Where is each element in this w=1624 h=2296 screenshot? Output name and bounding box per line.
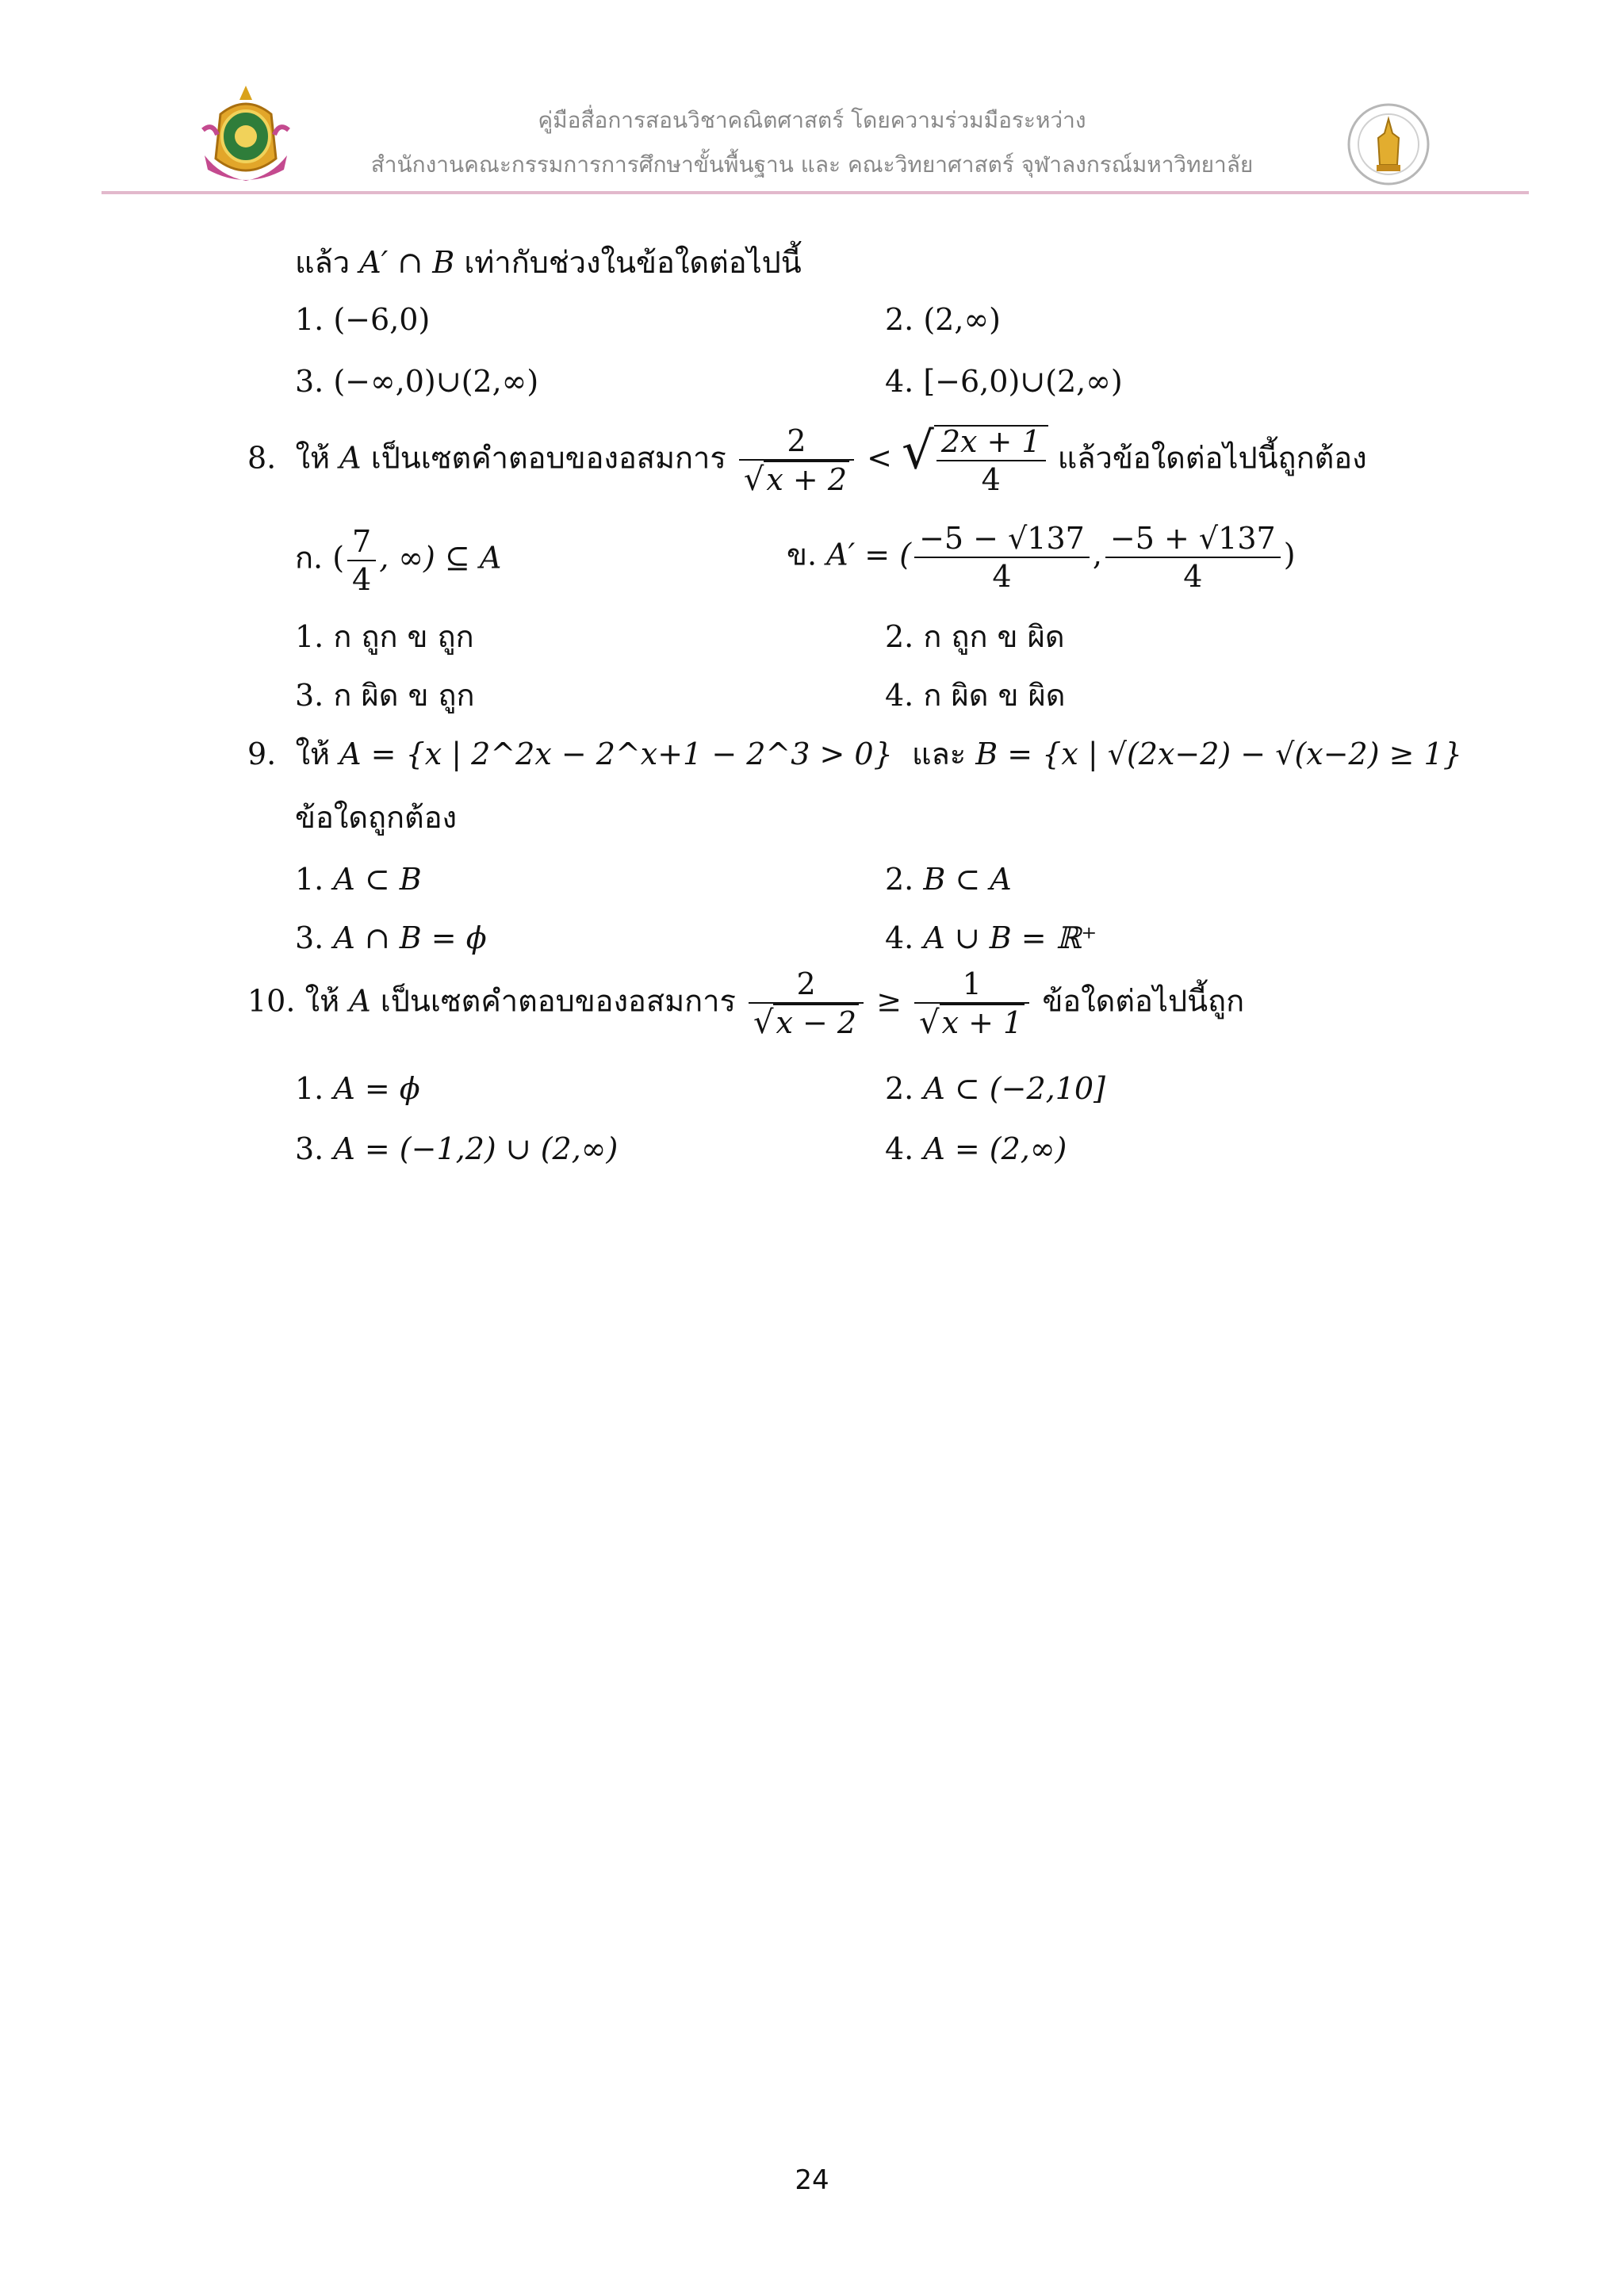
statement-label: ข. [787,537,818,572]
q8-lead: ให้ [295,440,331,476]
q8-rhs-root: √ $\frac{2x + 1}{4}$ [902,425,1048,495]
choice-number: 1. [295,1071,324,1106]
q8-prompt [247,422,1367,498]
q8-statement-b: ข. A′ = ( $\frac{-5 - √137}{4}$ , $\frac{-5 + √137}{4}$ ) [787,521,1296,594]
q9-choice-2[interactable] [885,862,1012,897]
fraction-numerator: 2 [739,426,854,461]
q8-text: เป็นเซตคำตอบของอสมการ [370,440,726,476]
question-number: 9. [247,737,277,771]
header-title: คู่มือสื่อการสอนวิชาคณิตศาสตร์ โดยความร่วมมือระหว่าง [538,107,1086,133]
q8-choice-4[interactable] [885,678,1066,713]
choice-number: 3. [295,920,324,955]
page-number: 24 [795,2164,829,2196]
q7-suffix: เท่ากับช่วงในข้อใดต่อไปนี้ [464,245,802,280]
choice-number: 2. [885,1071,914,1106]
choice-number: 3. [295,364,324,399]
fraction-numerator: 2 [749,969,864,1004]
choice-text: A ⊂ (−2,10] [923,1071,1105,1106]
q9-prompt [247,739,1462,769]
q10-choice-1[interactable] [295,1073,420,1104]
q10-choice-3[interactable] [295,1131,619,1166]
choice-text: A ⊂ B [333,862,422,897]
header-subtitle: สำนักงานคณะกรรมการการศึกษาขั้นพื้นฐาน และ คณะวิทยาศาสตร์ จุฬาลงกรณ์มหาวิทยาลัย [370,151,1254,178]
q10-variable: A [349,983,371,1019]
fraction-denominator: x + 1 [940,1004,1025,1040]
fraction-denominator: 4 [981,462,1001,497]
choice-number: 2. [885,302,914,337]
q8-choice-1[interactable] [295,619,474,654]
choice-text: A = (2,∞) [923,1131,1067,1166]
choice-text: A = (−1,2) ∪ (2,∞) [333,1131,619,1166]
choice-text: [−6,0)∪(2,∞) [923,364,1123,399]
q8-lhs-fraction: $\frac{2}{√x + 2}$ [739,426,854,496]
q10-text: เป็นเซตคำตอบของอสมการ [380,983,736,1019]
q9-question: ข้อใดถูกต้อง [295,800,458,835]
q7-prompt [295,245,802,280]
q10-suffix: ข้อใดต่อไปนี้ถูก [1042,983,1245,1019]
q10-lead: ให้ [304,983,340,1019]
choice-number: 4. [885,364,914,399]
choice-number: 1. [295,302,324,337]
inequality-operator: < [867,440,892,476]
q8-choice-2[interactable] [885,619,1065,654]
question-number: 10. [247,983,296,1019]
fraction-numerator: 1 [914,969,1029,1004]
q9-choice-3[interactable] [295,920,487,955]
fraction-denominator: 4 [352,562,372,597]
page-header [0,0,1624,198]
statement-label: ก. [295,540,324,576]
q7-prefix: แล้ว [295,245,350,280]
q10-prompt [247,966,1245,1041]
choice-text: ก ถูก ข ถูก [333,619,474,654]
choice-number: 2. [885,862,914,897]
q7-choice-1[interactable] [295,304,430,335]
fraction-denominator: x + 2 [764,461,849,497]
q9-choice-4[interactable] [885,920,1097,955]
q8-suffix: แล้วข้อใดต่อไปนี้ถูกต้อง [1057,440,1367,476]
choice-number: 4. [885,1131,914,1166]
q8-variable: A [339,440,362,476]
question-number: 8. [247,440,277,476]
fraction-numerator: 2x + 1 [936,427,1046,461]
statement-a-rest: , ∞) ⊆ A [379,540,502,576]
choice-text: (−6,0) [333,302,431,337]
q7-choice-4[interactable] [885,364,1123,399]
q7-expression: A′ ∩ B [359,245,455,280]
choice-text: ก ผิด ข ผิด [923,678,1066,713]
q9-and: และ [911,737,967,771]
header-divider [102,191,1529,194]
fraction-numerator: 7 [347,526,376,561]
q7-choice-2[interactable] [885,304,1001,335]
q10-lhs-fraction: $\frac{2}{√x - 2}$ [749,969,864,1039]
choice-text: A = ϕ [333,1071,420,1106]
fraction-denominator: x − 2 [773,1004,859,1040]
q7-choice-3[interactable] [295,364,539,399]
q10-choice-4[interactable] [885,1131,1067,1166]
choice-number: 1. [295,619,324,654]
choice-number: 3. [295,1131,324,1166]
choice-text: B ⊂ A [923,862,1012,897]
q10-rhs-fraction: $\frac{1}{√x + 1}$ [914,969,1029,1039]
q8-choice-3[interactable] [295,678,475,713]
q9-set-b: B = {x | √(2x−2) − √(x−2) ≥ 1} [975,737,1462,771]
q8-statement-a: ก. ( $\frac{7}{4}$ , ∞) ⊆ A [295,524,502,597]
q10-choice-2[interactable] [885,1073,1105,1104]
choice-number: 2. [885,619,914,654]
choice-number: 4. [885,920,914,955]
q9-lead: ให้ [295,737,331,771]
choice-number: 4. [885,678,914,713]
fraction-denominator: 4 [992,559,1012,594]
statement-b-lhs: A′ = ( [826,537,912,572]
choice-text: ก ถูก ข ผิด [923,619,1065,654]
choice-number: 3. [295,678,324,713]
choice-text: ก ผิด ข ถูก [333,678,475,713]
chula-science-emblem-icon [1342,101,1435,187]
choice-text: A ∪ B = ℝ⁺ [923,920,1097,955]
fraction-denominator: 4 [1183,559,1203,594]
choice-text: (−∞,0)∪(2,∞) [333,364,539,399]
choice-number: 1. [295,862,324,897]
fraction-numerator: −5 + √137 [1105,523,1281,558]
q9-set-a: A = {x | 2^2x − 2^x+1 − 2^3 > 0} [339,737,893,771]
choice-text: A ∩ B = ϕ [333,920,487,955]
q9-choice-1[interactable] [295,862,422,897]
choice-text: (2,∞) [923,302,1001,337]
fraction-numerator: −5 − √137 [914,523,1090,558]
inequality-operator: ≥ [876,983,902,1019]
